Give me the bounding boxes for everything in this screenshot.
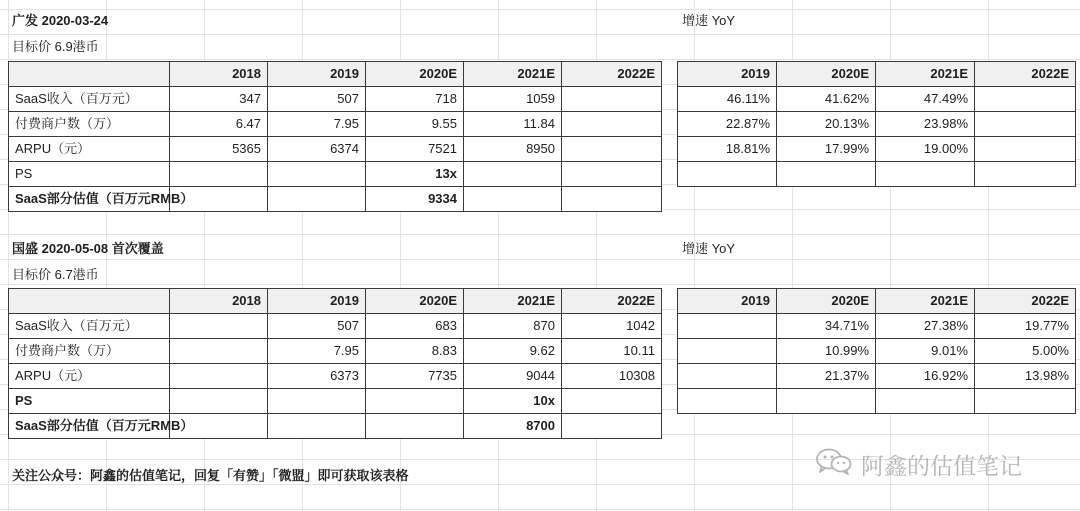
table-cell: 9.62 [464, 339, 562, 364]
table-cell: 8.83 [366, 339, 464, 364]
table-cell: 41.62% [777, 87, 876, 112]
table-cell: 2021E [464, 62, 562, 87]
table-cell: 11.84 [464, 112, 562, 137]
table-cell: 10308 [562, 364, 662, 389]
table-cell [9, 62, 170, 87]
table-row [9, 112, 662, 137]
table-cell: 7521 [366, 137, 464, 162]
table-cell: 付费商户数（万） [9, 112, 170, 137]
section1-title: 广发 2020-03-24 [12, 13, 109, 28]
table-cell: 13x [366, 162, 464, 187]
table-cell [170, 314, 268, 339]
table-cell: 2022E [562, 289, 662, 314]
table-cell: 19.77% [975, 314, 1076, 339]
table-cell: ARPU（元） [9, 137, 170, 162]
table-cell: 718 [366, 87, 464, 112]
table-cell: 2019 [678, 289, 777, 314]
table-cell: 1059 [464, 87, 562, 112]
table-cell: 22.87% [678, 112, 777, 137]
table-row [9, 162, 662, 187]
table-cell: 1042 [562, 314, 662, 339]
footer-note: 关注公众号：阿鑫的估值笔记，回复「有赞」「微盟」即可获取该表格 [12, 468, 409, 483]
table-cell: 2020E [777, 289, 876, 314]
table-cell [562, 137, 662, 162]
table-cell [975, 112, 1076, 137]
table-row [678, 339, 1076, 364]
table-cell: 2018 [170, 289, 268, 314]
table-cell [9, 289, 170, 314]
table-cell: 9.55 [366, 112, 464, 137]
table-row [9, 389, 662, 414]
table-cell: 2020E [366, 62, 464, 87]
table-body [9, 62, 662, 212]
table-cell: SaaS部分估值（百万元RMB） [9, 414, 170, 439]
table-cell: 2021E [876, 289, 975, 314]
table-cell [777, 389, 876, 414]
table-cell: ARPU（元） [9, 364, 170, 389]
table-cell [975, 162, 1076, 187]
table-cell: 9.01% [876, 339, 975, 364]
section1-valuation-table [8, 61, 662, 212]
table-body [678, 62, 1076, 187]
table-cell [170, 389, 268, 414]
wechat-icon [815, 447, 853, 481]
table-cell [562, 162, 662, 187]
table-cell: SaaS部分估值（百万元RMB） [9, 187, 170, 212]
table-cell: 2021E [464, 289, 562, 314]
table-cell: 10.99% [777, 339, 876, 364]
table-row [678, 162, 1076, 187]
table-cell [777, 162, 876, 187]
table-cell: 683 [366, 314, 464, 339]
table-row [9, 339, 662, 364]
table-cell: 507 [268, 87, 366, 112]
section2-yoy-title: 增速 YoY [682, 241, 735, 256]
table-header-row [678, 62, 1076, 87]
table-cell: 2018 [170, 62, 268, 87]
table-cell: SaaS收入（百万元） [9, 314, 170, 339]
table-row [9, 137, 662, 162]
table-cell: 19.00% [876, 137, 975, 162]
table-cell: 16.92% [876, 364, 975, 389]
table-cell: 9334 [366, 187, 464, 212]
table-cell [366, 414, 464, 439]
table-cell [678, 389, 777, 414]
table-cell: 2021E [876, 62, 975, 87]
table-cell: SaaS收入（百万元） [9, 87, 170, 112]
table-cell [876, 389, 975, 414]
table-cell: 6373 [268, 364, 366, 389]
table-cell [678, 314, 777, 339]
table-cell: 7735 [366, 364, 464, 389]
table-row [678, 389, 1076, 414]
table-cell: 10x [464, 389, 562, 414]
section1-target-price: 目标价 6.9港币 [12, 39, 99, 54]
table-cell [170, 364, 268, 389]
table-cell: 17.99% [777, 137, 876, 162]
table-cell: 2019 [678, 62, 777, 87]
table-cell: 2022E [562, 62, 662, 87]
table-row [9, 187, 662, 212]
table-cell: 6.47 [170, 112, 268, 137]
table-cell: PS [9, 389, 170, 414]
section2-valuation-table [8, 288, 662, 439]
table-cell: 27.38% [876, 314, 975, 339]
table-cell [678, 364, 777, 389]
table-cell: 18.81% [678, 137, 777, 162]
table-cell [268, 414, 366, 439]
table-cell: PS [9, 162, 170, 187]
table-cell: 47.49% [876, 87, 975, 112]
table-header-row [9, 289, 662, 314]
table-cell [562, 389, 662, 414]
table-cell [562, 112, 662, 137]
table-cell: 8700 [464, 414, 562, 439]
table-cell [268, 187, 366, 212]
table-cell: 2020E [366, 289, 464, 314]
table-row [678, 137, 1076, 162]
section1-yoy-title: 增速 YoY [682, 13, 735, 28]
table-cell: 507 [268, 314, 366, 339]
table-cell: 2022E [975, 62, 1076, 87]
table-row [9, 414, 662, 439]
table-cell: 7.95 [268, 339, 366, 364]
table-cell: 34.71% [777, 314, 876, 339]
table-cell [268, 162, 366, 187]
table-cell: 5.00% [975, 339, 1076, 364]
table-cell: 20.13% [777, 112, 876, 137]
table-cell: 2020E [777, 62, 876, 87]
table-cell: 870 [464, 314, 562, 339]
section2-yoy-table [677, 288, 1076, 414]
table-header-row [678, 289, 1076, 314]
table-cell [562, 87, 662, 112]
table-cell [464, 187, 562, 212]
table-header-row [9, 62, 662, 87]
table-cell [366, 389, 464, 414]
table-cell: 21.37% [777, 364, 876, 389]
table-cell [268, 389, 366, 414]
table-row [678, 112, 1076, 137]
table-cell [975, 389, 1076, 414]
table-cell: 13.98% [975, 364, 1076, 389]
table-cell [562, 414, 662, 439]
section1-yoy-table [677, 61, 1076, 187]
watermark-text: 阿鑫的估值笔记 [861, 452, 1022, 479]
table-cell: 付费商户数（万） [9, 339, 170, 364]
table-cell: 7.95 [268, 112, 366, 137]
section2-title: 国盛 2020-05-08 首次覆盖 [12, 241, 164, 256]
table-cell [678, 339, 777, 364]
table-cell: 10.11 [562, 339, 662, 364]
table-cell [170, 162, 268, 187]
table-cell: 9044 [464, 364, 562, 389]
table-cell: 347 [170, 87, 268, 112]
table-cell: 2019 [268, 289, 366, 314]
section2-target-price: 目标价 6.7港币 [12, 267, 99, 282]
table-row [9, 87, 662, 112]
table-row [9, 364, 662, 389]
table-cell: 6374 [268, 137, 366, 162]
table-row [678, 314, 1076, 339]
table-cell [562, 187, 662, 212]
table-row [9, 314, 662, 339]
table-cell [678, 162, 777, 187]
table-cell [975, 87, 1076, 112]
table-cell: 8950 [464, 137, 562, 162]
table-body [678, 289, 1076, 414]
watermark [815, 448, 1022, 480]
table-cell: 46.11% [678, 87, 777, 112]
table-cell: 23.98% [876, 112, 975, 137]
table-cell [975, 137, 1076, 162]
table-row [678, 364, 1076, 389]
table-cell: 2022E [975, 289, 1076, 314]
table-cell [170, 339, 268, 364]
table-row [678, 87, 1076, 112]
table-body [9, 289, 662, 439]
table-cell [464, 162, 562, 187]
table-cell [876, 162, 975, 187]
table-cell: 5365 [170, 137, 268, 162]
table-cell: 2019 [268, 62, 366, 87]
